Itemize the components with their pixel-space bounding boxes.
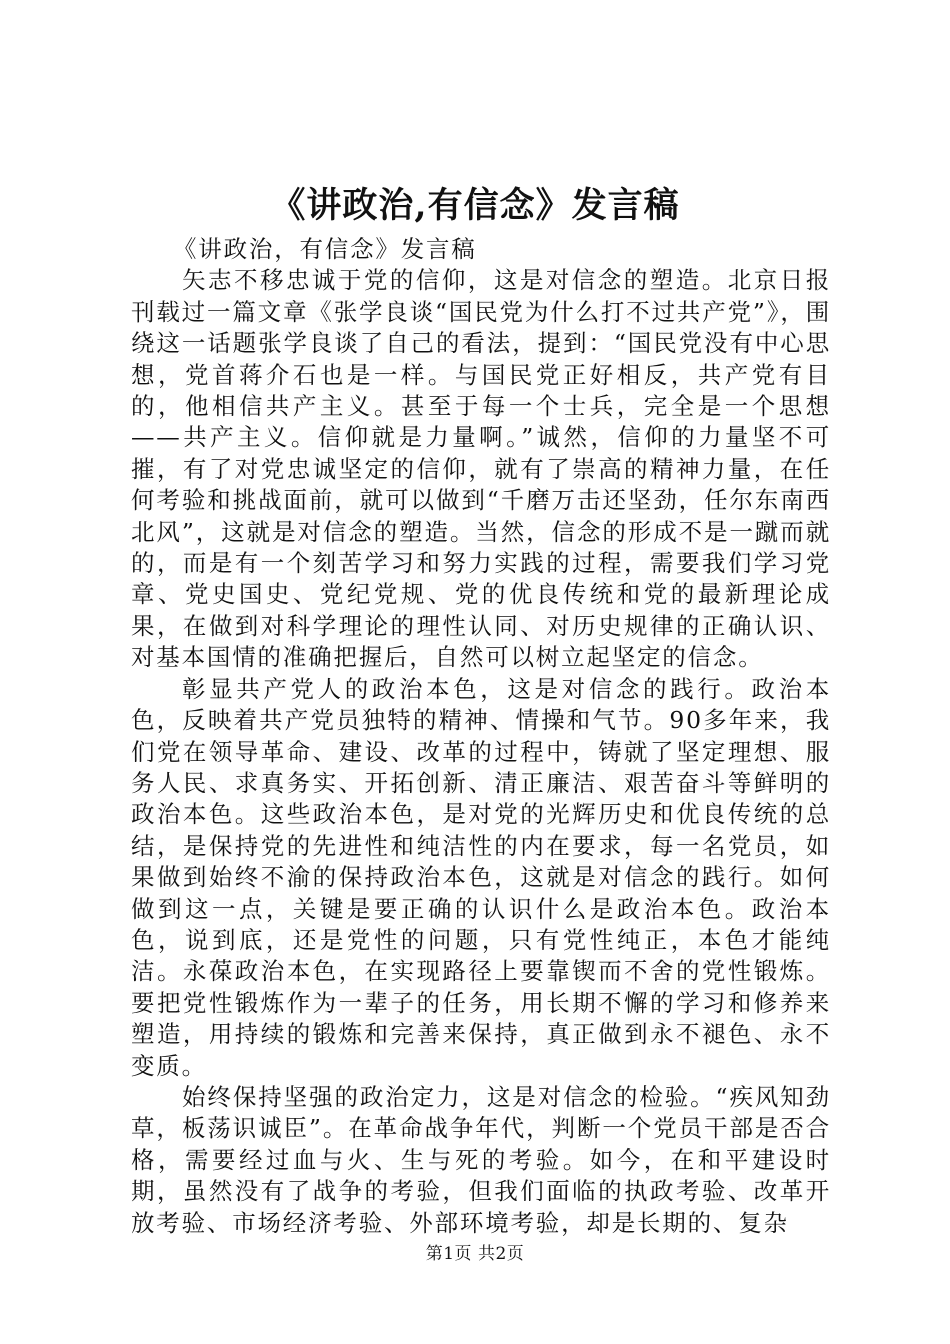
paragraph-2: 彰显共产党人的政治本色，这是对信念的践行。政治本色，反映着共产党员独特的精神、情操和气节。90多年来，我们党在领导革命、建设、改革的过程中，铸就了坚定理想、服务人民、求真务实、开拓创新、清正廉洁、艰苦奋斗等鲜明的政治本色。这些政治本色，是对党的光辉历史和优良传统的总结，是保持党的先进性和纯洁性的内在要求，每一名党员，如果做到始终不渝的保持政治本色，这就是对信念的践行。如何做到这一点，关键是要正确的认识什么是政治本色。政治本色，说到底，还是党性的问题，只有党性纯正，本色才能纯洁。永葆政治本色，在实现路径上要靠锲而不舍的党性锻炼。要把党性锻炼作为一辈子的任务，用长期不懈的学习和修养来塑造，用持续的锻炼和完善来保持，真正做到永不褪色、永不变质。 (131, 674, 831, 1080)
document-title: 《讲政治,有信念》发言稿 (270, 185, 680, 226)
page-footer: 第1页 共2页 (425, 1244, 525, 1264)
paragraph-1: 矢志不移忠诚于党的信仰，这是对信念的塑造。北京日报刊载过一篇文章《张学良谈“国民党为什么打不过共产党”》，围绕这一话题张学良谈了自己的看法，提到：“国民党没有中心思想，党首蒋介石也是一样。与国民党正好相反，共产党有目的，他相信共产主义。甚至于每一个士兵，完全是一个思想——共产主义。信仰就是力量啊。”诚然，信仰的力量坚不可摧，有了对党忠诚坚定的信仰，就有了崇高的精神力量，在任何考验和挑战面前，就可以做到“千磨万击还坚劲，任尔东南西北风”，这就是对信念的塑造。当然，信念的形成不是一蹴而就的，而是有一个刻苦学习和努力实践的过程，需要我们学习党章、党史国史、党纪党规、党的优良传统和党的最新理论成果，在做到对科学理论的理性认同、对历史规律的正确认识、对基本国情的准确把握后，自然可以树立起坚定的信念。 (131, 266, 831, 672)
paragraph-subtitle: 《讲政治，有信念》发言稿 (173, 235, 477, 263)
paragraph-3: 始终保持坚强的政治定力，这是对信念的检验。“疾风知劲草，板荡识诚臣”。在革命战争年代，判断一个党员干部是否合格，需要经过血与火、生与死的考验。如今，在和平建设时期，虽然没有了战争的考验，但我们面临的执政考验、改革开放考验、市场经济考验、外部环境考验，却是长期的、复杂 (131, 1082, 831, 1237)
document-body (131, 234, 831, 1239)
